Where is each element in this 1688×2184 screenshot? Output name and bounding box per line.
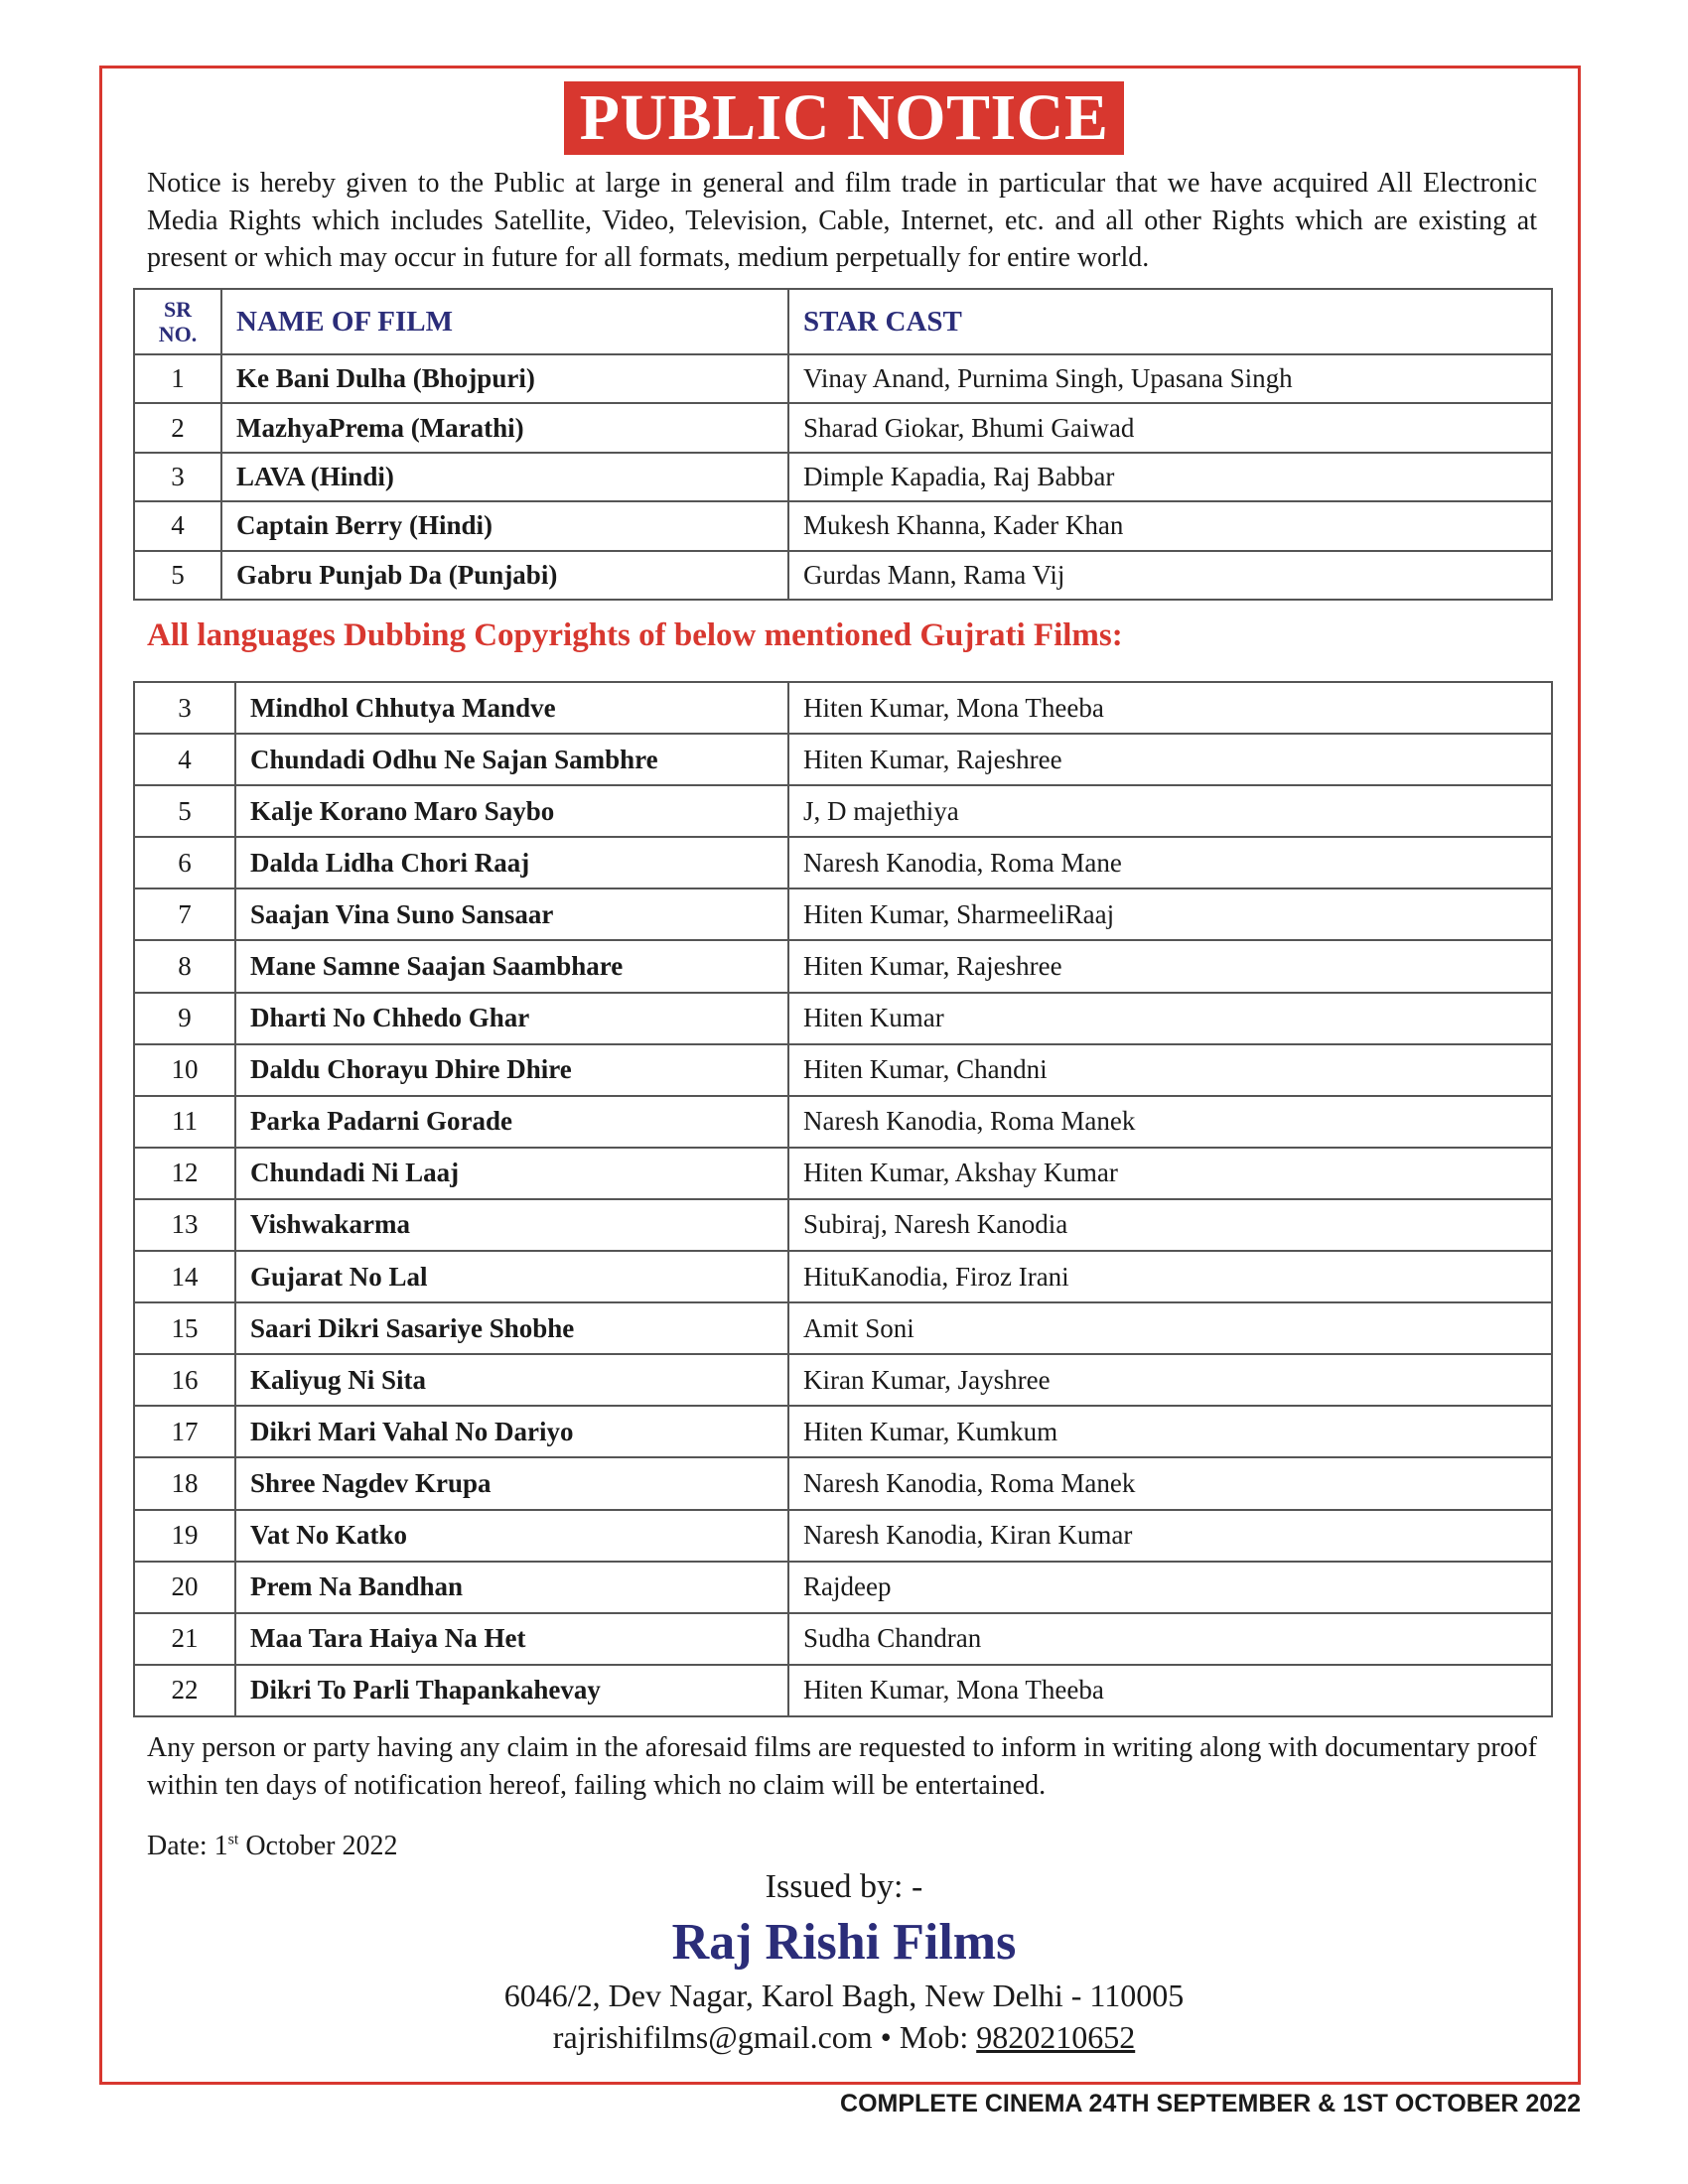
date-prefix: Date: 1 (147, 1831, 228, 1861)
star-cast-cell: Amit Soni (788, 1302, 1552, 1354)
sr-header-line2: NO. (158, 322, 198, 346)
table-row (134, 403, 1552, 452)
company-contact (0, 2017, 1688, 2057)
gujrati-films-table-body (134, 682, 1552, 1716)
film-name-cell: Mane Samne Saajan Saambhare (235, 940, 788, 992)
films-rights-table-body (134, 354, 1552, 600)
table-row (134, 1562, 1552, 1613)
table-row (134, 785, 1552, 837)
film-name-cell: Parka Padarni Gorade (235, 1096, 788, 1148)
film-name-cell: Chundadi Ni Laaj (235, 1148, 788, 1199)
film-name-cell: Prem Na Bandhan (235, 1562, 788, 1613)
table-row (134, 1199, 1552, 1251)
film-name-cell: Saari Dikri Sasariye Shobhe (235, 1302, 788, 1354)
table-row (134, 1406, 1552, 1457)
film-name-cell: Gabru Punjab Da (Punjabi) (221, 551, 788, 600)
sr-cell: 3 (134, 682, 235, 734)
star-cast-cell: Naresh Kanodia, Kiran Kumar (788, 1510, 1552, 1562)
star-cast-cell: Hiten Kumar, Rajeshree (788, 940, 1552, 992)
table-row (134, 1096, 1552, 1148)
star-cast-cell: Hiten Kumar, Mona Theeba (788, 682, 1552, 734)
table-row (134, 682, 1552, 734)
dubbing-section-heading: All languages Dubbing Copyrights of below mentioned Gujrati Films: (147, 617, 1123, 653)
star-cast-cell: Mukesh Khanna, Kader Khan (788, 501, 1552, 550)
film-name-cell: Chundadi Odhu Ne Sajan Sambhre (235, 734, 788, 785)
sr-cell: 9 (134, 993, 235, 1044)
table-row (134, 1251, 1552, 1302)
sr-cell: 22 (134, 1665, 235, 1716)
table-row (134, 734, 1552, 785)
sr-cell: 12 (134, 1148, 235, 1199)
table-row (134, 1148, 1552, 1199)
sr-cell: 17 (134, 1406, 235, 1457)
sr-cell: 1 (134, 354, 221, 403)
star-cast-cell: Hiten Kumar, Rajeshree (788, 734, 1552, 785)
film-name-cell: Dikri To Parli Thapankahevay (235, 1665, 788, 1716)
film-name-cell: Maa Tara Haiya Na Het (235, 1613, 788, 1665)
star-cast-cell: Naresh Kanodia, Roma Manek (788, 1096, 1552, 1148)
table-row (134, 888, 1552, 940)
star-cast-header: STAR CAST (788, 289, 1552, 354)
intro-paragraph: Notice is hereby given to the Public at large in general and film trade in particular that we have acquired All Electronic Media Rights which includes Satellite, Video, Television, Cable, Internet, etc. and all other Rights which are existing at present or which may occur in future for all formats, medium perpetually for entire world. (147, 168, 1537, 273)
film-name-cell: Dalda Lidha Chori Raaj (235, 837, 788, 888)
company-name: Raj Rishi Films (671, 1914, 1017, 1971)
star-cast-cell: Vinay Anand, Purnima Singh, Upasana Singh (788, 354, 1552, 403)
star-cast-cell: HituKanodia, Firoz Irani (788, 1251, 1552, 1302)
film-name-cell: Daldu Chorayu Dhire Dhire (235, 1044, 788, 1096)
sr-cell: 15 (134, 1302, 235, 1354)
film-name-cell: Captain Berry (Hindi) (221, 501, 788, 550)
star-cast-cell: Naresh Kanodia, Roma Mane (788, 837, 1552, 888)
date-rest: October 2022 (238, 1831, 398, 1861)
sr-no-header (134, 289, 221, 354)
title-wrapper (0, 81, 1688, 155)
films-rights-table (133, 288, 1553, 601)
mobile-number: 9820210652 (976, 2019, 1136, 2055)
film-name-cell: Dharti No Chhedo Ghar (235, 993, 788, 1044)
notice-title: PUBLIC NOTICE (564, 81, 1125, 155)
film-name-cell: MazhyaPrema (Marathi) (221, 403, 788, 452)
contact-separator: • (872, 2019, 900, 2055)
company-address: 6046/2, Dev Nagar, Karol Bagh, New Delhi - 110005 (503, 1978, 1185, 2013)
sr-cell: 18 (134, 1457, 235, 1509)
date-suffix: st (227, 1831, 239, 1848)
sr-cell: 10 (134, 1044, 235, 1096)
table-row (134, 1044, 1552, 1096)
notice-date (147, 1829, 398, 1864)
star-cast-cell: Sharad Giokar, Bhumi Gaiwad (788, 403, 1552, 452)
gujrati-films-table (133, 681, 1553, 1717)
table-row (134, 1302, 1552, 1354)
film-name-cell: Dikri Mari Vahal No Dariyo (235, 1406, 788, 1457)
star-cast-cell: Kiran Kumar, Jayshree (788, 1354, 1552, 1406)
star-cast-cell: Hiten Kumar, Kumkum (788, 1406, 1552, 1457)
star-cast-cell: Subiraj, Naresh Kanodia (788, 1199, 1552, 1251)
table-row (134, 1510, 1552, 1562)
sr-cell: 21 (134, 1613, 235, 1665)
film-name-cell: Gujarat No Lal (235, 1251, 788, 1302)
sr-cell: 8 (134, 940, 235, 992)
sr-header-line1: SR (163, 297, 193, 322)
star-cast-cell: Sudha Chandran (788, 1613, 1552, 1665)
table-row (134, 354, 1552, 403)
issued-by-label: Issued by: - (765, 1868, 923, 1905)
film-name-cell: Vat No Katko (235, 1510, 788, 1562)
star-cast-cell: Hiten Kumar, Chandni (788, 1044, 1552, 1096)
star-cast-cell: Gurdas Mann, Rama Vij (788, 551, 1552, 600)
star-cast-cell: Dimple Kapadia, Raj Babbar (788, 453, 1552, 501)
star-cast-cell: J, D majethiya (788, 785, 1552, 837)
sr-cell: 5 (134, 551, 221, 600)
table-row (134, 501, 1552, 550)
sr-cell: 4 (134, 501, 221, 550)
film-name-cell: LAVA (Hindi) (221, 453, 788, 501)
sr-cell: 11 (134, 1096, 235, 1148)
star-cast-cell: Hiten Kumar (788, 993, 1552, 1044)
table-row (134, 453, 1552, 501)
company-email: rajrishifilms@gmail.com (552, 2019, 873, 2055)
table-row (134, 1665, 1552, 1716)
sr-cell: 2 (134, 403, 221, 452)
sr-cell: 16 (134, 1354, 235, 1406)
star-cast-cell: Rajdeep (788, 1562, 1552, 1613)
star-cast-cell: Naresh Kanodia, Roma Manek (788, 1457, 1552, 1509)
film-name-cell: Mindhol Chhutya Mandve (235, 682, 788, 734)
film-name-header: NAME OF FILM (221, 289, 788, 354)
sr-cell: 20 (134, 1562, 235, 1613)
mobile-label: Mob: (899, 2019, 977, 2055)
sr-cell: 14 (134, 1251, 235, 1302)
star-cast-cell: Hiten Kumar, Mona Theeba (788, 1665, 1552, 1716)
claims-paragraph: Any person or party having any claim in the aforesaid films are requested to inform in writing along with documentary proof within ten days of notification hereof, failing which no claim will be entertained. (147, 1732, 1537, 1801)
film-name-cell: Saajan Vina Suno Sansaar (235, 888, 788, 940)
sr-cell: 4 (134, 734, 235, 785)
star-cast-cell: Hiten Kumar, Akshay Kumar (788, 1148, 1552, 1199)
sr-cell: 5 (134, 785, 235, 837)
film-name-cell: Kalje Korano Maro Saybo (235, 785, 788, 837)
table-row (134, 837, 1552, 888)
table-row (134, 551, 1552, 600)
table-row (134, 1613, 1552, 1665)
table-row (134, 1354, 1552, 1406)
sr-cell: 13 (134, 1199, 235, 1251)
table-row (134, 1457, 1552, 1509)
star-cast-cell: Hiten Kumar, SharmeeliRaaj (788, 888, 1552, 940)
table-row (134, 993, 1552, 1044)
film-name-cell: Ke Bani Dulha (Bhojpuri) (221, 354, 788, 403)
table-header-row (134, 289, 1552, 354)
sr-cell: 7 (134, 888, 235, 940)
publication-footer: COMPLETE CINEMA 24TH SEPTEMBER & 1ST OCTOBER 2022 (840, 2090, 1581, 2117)
film-name-cell: Shree Nagdev Krupa (235, 1457, 788, 1509)
table-row (134, 940, 1552, 992)
sr-cell: 3 (134, 453, 221, 501)
film-name-cell: Vishwakarma (235, 1199, 788, 1251)
sr-cell: 6 (134, 837, 235, 888)
sr-cell: 19 (134, 1510, 235, 1562)
film-name-cell: Kaliyug Ni Sita (235, 1354, 788, 1406)
